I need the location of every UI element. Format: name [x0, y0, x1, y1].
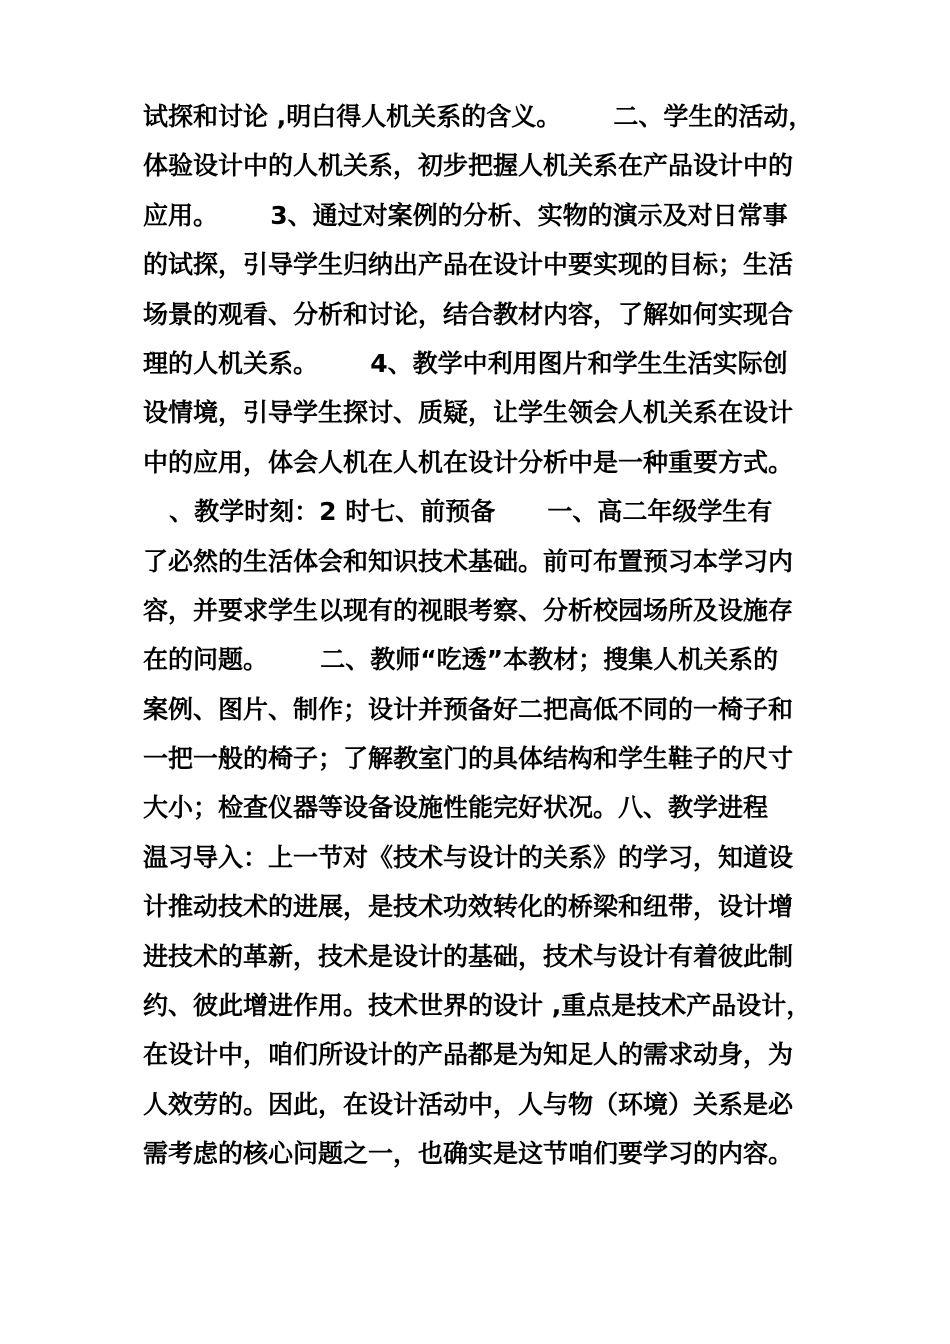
text-line: 进技术的革新，技术是设计的基础，技术与设计有着彼此制: [143, 941, 794, 971]
text-line: 大小；检查仪器等设备设施性能完好状况。八、教学进程: [143, 793, 769, 823]
text-line: 应用。 3、通过对案例的分析、实物的演示及对日常事: [143, 200, 788, 230]
text-line: 的试探，引导学生归纳出产品在设计中要实现的目标；生活: [143, 250, 794, 280]
text-line: 人效劳的。因此，在设计活动中，人与物（环境）关系是必: [143, 1089, 794, 1119]
text-line: 一把一般的椅子；了解教室门的具体结构和学生鞋子的尺寸: [143, 744, 794, 774]
text-line: 体验设计中的人机关系，初步把握人机关系在产品设计中的: [143, 151, 794, 181]
text-line: 理的人机关系。 4、教学中利用图片和学生生活实际创: [143, 348, 788, 378]
text-line: 了必然的生活体会和知识技术基础。前可布置预习本学习内: [143, 546, 794, 576]
body-text: [143, 92, 813, 1179]
text-line: 在的问题。 二、教师“吃透”本教材；搜集人机关系的: [143, 645, 779, 675]
text-line: 设情境，引导学生探讨、质疑，让学生领会人机关系在设计: [143, 398, 794, 428]
text-line: 试探和讨论 ,明白得人机关系的含义。 二、学生的活动，: [143, 102, 814, 131]
text-line: 计推动技术的进展，是技术功效转化的桥梁和纽带，设计增: [143, 892, 794, 922]
text-line: 约、彼此增进作用。技术世界的设计 ,重点是技术产品设计，: [143, 991, 812, 1021]
text-line: 中的应用，体会人机在人机在设计分析中是一种重要方式。: [143, 447, 794, 477]
text-line: 需考虑的核心问题之一，也确实是这节咱们要学习的内容。: [143, 1139, 794, 1169]
text-line: 场景的观看、分析和讨论，结合教材内容，了解如何实现合: [143, 299, 794, 329]
text-line: 温习导入：上一节对《技术与设计的关系》的学习，知道设: [143, 842, 794, 872]
text-line: 容，并要求学生以现有的视眼考察、分析校园场所及设施存: [143, 595, 794, 625]
text-line: 、教学时刻：2 时七、前预备 一、高二年级学生有: [143, 497, 773, 527]
text-line: 案例、图片、制作；设计并预备好二把高低不同的一椅子和: [143, 694, 794, 724]
text-line: 在设计中，咱们所设计的产品都是为知足人的需求动身，为: [143, 1040, 794, 1070]
